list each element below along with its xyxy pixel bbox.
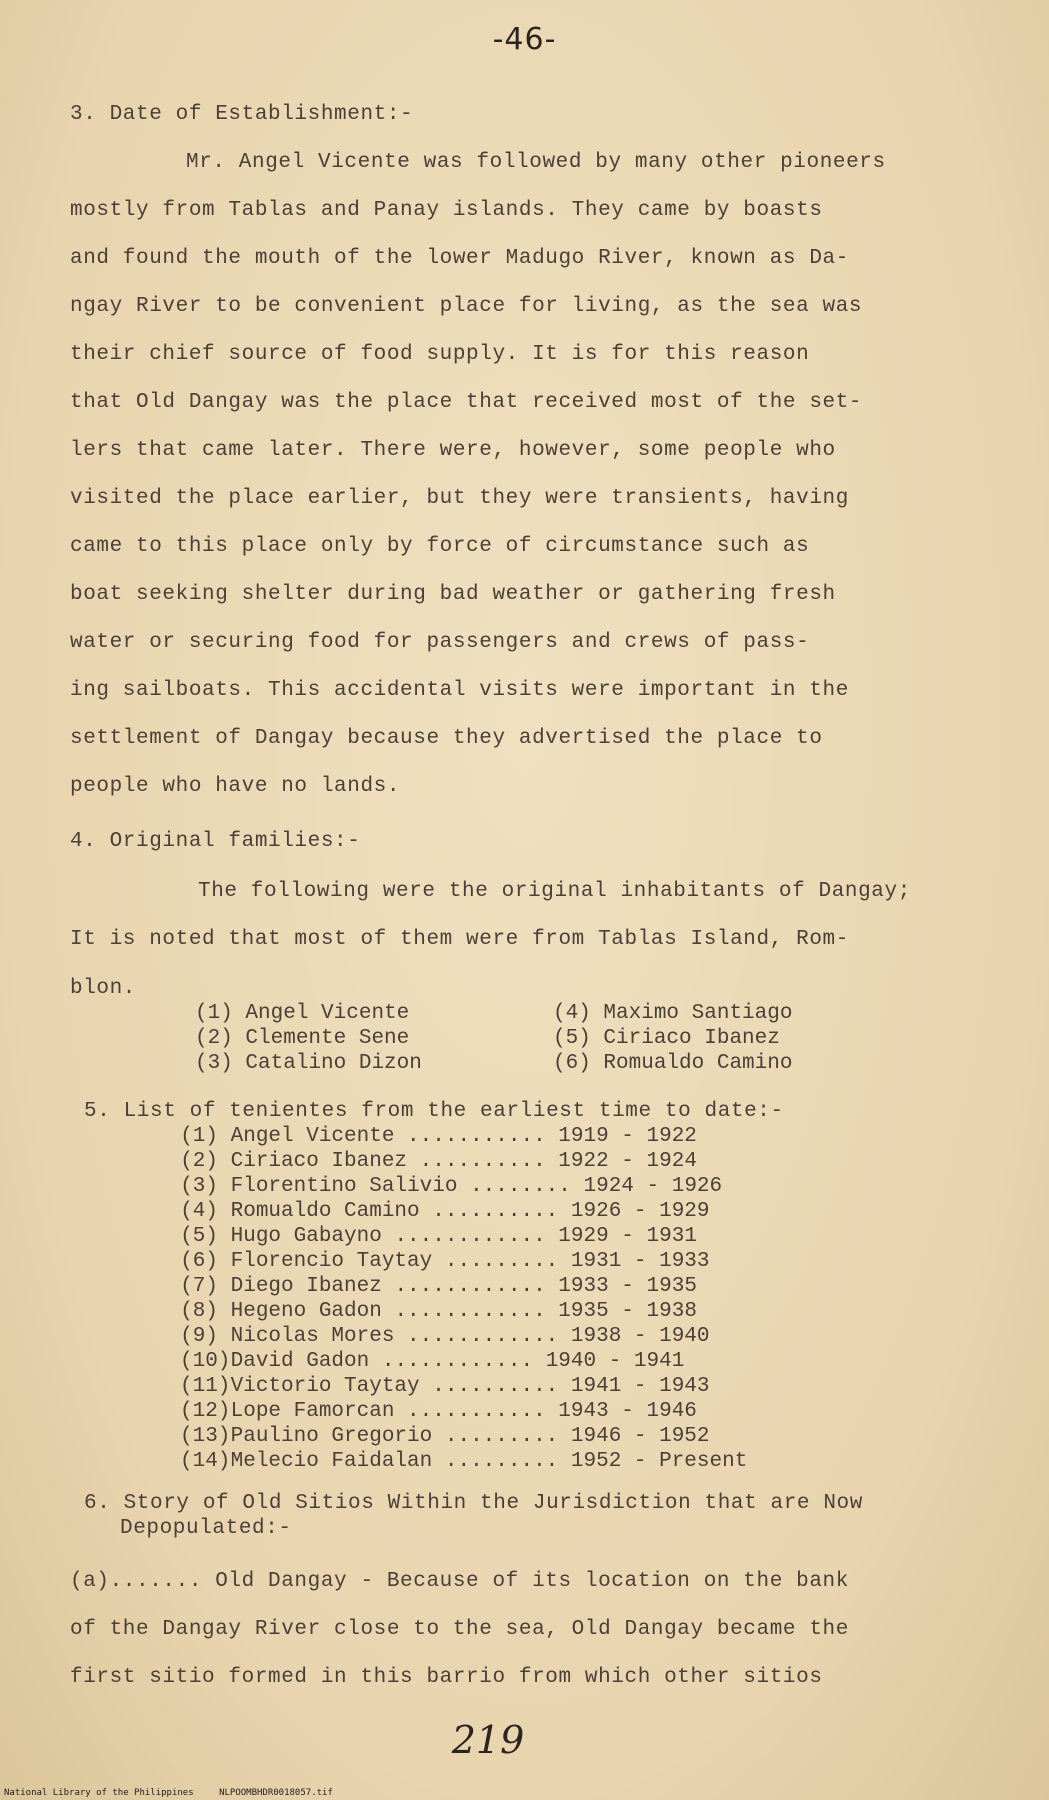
table-row [180, 1200, 710, 1223]
paragraph-line: lers that came later. There were, however, some people who [70, 439, 836, 462]
handwritten-page-number: 219 [451, 1718, 525, 1762]
file-name: NLPOOMBHDR0018057.tif [219, 1788, 333, 1798]
family-name: Maximo Santiago [603, 1002, 793, 1025]
term-years: 1922 - 1924 [558, 1150, 697, 1173]
table-row [180, 1250, 710, 1273]
teniente-name: Lope Famorcan [230, 1400, 395, 1423]
leader-dots: ............ [394, 1225, 546, 1248]
paragraph-line: ngay River to be convenient place for living, as the sea was [70, 295, 863, 318]
list-item [553, 1052, 792, 1075]
paragraph-line: first sitio formed in this barrio from which other sitios [70, 1666, 823, 1689]
leader-dots: ........ [470, 1175, 571, 1198]
row-number: (12) [180, 1400, 231, 1423]
leader-dots: ........... [407, 1400, 546, 1423]
table-row [180, 1350, 684, 1373]
leader-dots: .......... [432, 1200, 559, 1223]
teniente-name: Victorio Taytay [230, 1375, 420, 1398]
paragraph-line: of the Dangay River close to the sea, Old Dangay became the [70, 1618, 849, 1641]
paragraph-line: boat seeking shelter during bad weather or gathering fresh [70, 583, 836, 606]
table-row [180, 1400, 697, 1423]
leader-dots: .......... [419, 1150, 546, 1173]
section-6-heading: 6. Story of Old Sitios Within the Jurisdiction that are Now [84, 1492, 863, 1515]
list-item [195, 1027, 409, 1050]
list-item [553, 1002, 792, 1025]
row-number: (7) [180, 1275, 218, 1298]
teniente-name: Diego Ibanez [230, 1275, 382, 1298]
paragraph-line: It is noted that most of them were from Tablas Island, Rom- [70, 928, 849, 951]
row-number: (4) [180, 1200, 218, 1223]
row-number: (13) [180, 1425, 231, 1448]
paragraph-line: water or securing food for passengers and crews of pass- [70, 631, 810, 654]
term-years: 1929 - 1931 [558, 1225, 697, 1248]
row-number: (8) [180, 1300, 218, 1323]
leader-dots: ............ [394, 1300, 546, 1323]
term-years: 1933 - 1935 [558, 1275, 697, 1298]
teniente-name: Florencio Taytay [230, 1250, 433, 1273]
section-3-heading: 3. Date of Establishment:- [70, 103, 414, 126]
paragraph-line: that Old Dangay was the place that received most of the set- [70, 391, 863, 414]
family-name: Romualdo Camino [603, 1052, 793, 1075]
section-6-heading-cont: Depopulated:- [120, 1517, 292, 1540]
paragraph-line: came to this place only by force of circumstance such as [70, 535, 810, 558]
table-row [180, 1275, 697, 1298]
paragraph-line: blon. [70, 977, 137, 1000]
leader-dots: ............ [407, 1325, 559, 1348]
table-row [180, 1300, 697, 1323]
table-row [180, 1225, 697, 1248]
family-name: Angel Vicente [245, 1002, 410, 1025]
leader-dots: ......... [444, 1425, 559, 1448]
teniente-name: Nicolas Mores [230, 1325, 395, 1348]
row-number: (14) [180, 1450, 231, 1473]
teniente-name: Melecio Faidalan [230, 1450, 433, 1473]
family-number: (3) [195, 1052, 233, 1075]
row-number: (1) [180, 1125, 218, 1148]
family-number: (2) [195, 1027, 233, 1050]
family-number: (6) [553, 1052, 591, 1075]
teniente-name: Paulino Gregorio [230, 1425, 433, 1448]
family-name: Ciriaco Ibanez [603, 1027, 780, 1050]
term-years: 1946 - 1952 [570, 1425, 710, 1448]
row-number: (9) [180, 1325, 218, 1348]
term-years: 1926 - 1929 [570, 1200, 710, 1223]
teniente-name: Hugo Gabayno [230, 1225, 382, 1248]
term-years: 1941 - 1943 [570, 1375, 710, 1398]
term-years: 1931 - 1933 [570, 1250, 710, 1273]
paragraph-line: visited the place earlier, but they were transients, having [70, 487, 849, 510]
page-number: -46- [492, 22, 557, 57]
teniente-name: David Gadon [230, 1350, 370, 1373]
teniente-name: Ciriaco Ibanez [230, 1150, 408, 1173]
term-years: 1924 - 1926 [583, 1175, 723, 1198]
paragraph-line: The following were the original inhabitants of Dangay; [198, 880, 911, 903]
row-number: (3) [180, 1175, 218, 1198]
row-number: (10) [180, 1350, 231, 1373]
family-number: (4) [553, 1002, 591, 1025]
leader-dots: ............ [394, 1275, 546, 1298]
row-number: (5) [180, 1225, 218, 1248]
teniente-name: Romualdo Camino [230, 1200, 420, 1223]
term-years: 1935 - 1938 [558, 1300, 697, 1323]
row-number: (2) [180, 1150, 218, 1173]
table-row [180, 1150, 697, 1173]
paragraph-line: mostly from Tablas and Panay islands. They came by boasts [70, 199, 823, 222]
list-item [195, 1052, 422, 1075]
leader-dots: ......... [444, 1250, 559, 1273]
leader-dots: ............ [381, 1350, 534, 1373]
term-years: 1938 - 1940 [570, 1325, 710, 1348]
table-row [180, 1375, 710, 1398]
leader-dots: .......... [432, 1375, 559, 1398]
teniente-name: Angel Vicente [230, 1125, 395, 1148]
row-number: (11) [180, 1375, 231, 1398]
paragraph-line: people who have no lands. [70, 775, 401, 798]
leader-dots: ......... [444, 1450, 559, 1473]
list-item [195, 1002, 409, 1025]
family-number: (1) [195, 1002, 233, 1025]
row-number: (6) [180, 1250, 218, 1273]
leader-dots: ........... [407, 1125, 546, 1148]
term-years: 1919 - 1922 [558, 1125, 697, 1148]
paragraph-line: their chief source of food supply. It is for this reason [70, 343, 810, 366]
teniente-name: Florentino Salivio [230, 1175, 458, 1198]
section-5-heading: 5. List of tenientes from the earliest time to date:- [84, 1100, 784, 1123]
library-name: National Library of the Philippines [4, 1788, 194, 1798]
table-row [180, 1325, 710, 1348]
paragraph-line: Mr. Angel Vicente was followed by many other pioneers [186, 151, 886, 174]
paragraph-line: and found the mouth of the lower Madugo River, known as Da- [70, 247, 849, 270]
table-row [180, 1450, 747, 1473]
teniente-name: Hegeno Gadon [230, 1300, 382, 1323]
paragraph-line: (a)....... Old Dangay - Because of its location on the bank [70, 1570, 849, 1593]
list-item [553, 1027, 780, 1050]
family-name: Catalino Dizon [245, 1052, 422, 1075]
term-years: 1943 - 1946 [558, 1400, 697, 1423]
term-years: 1952 - Present [570, 1450, 748, 1473]
footer [4, 1788, 353, 1798]
term-years: 1940 - 1941 [545, 1350, 685, 1373]
family-name: Clemente Sene [245, 1027, 410, 1050]
paragraph-line: settlement of Dangay because they advertised the place to [70, 727, 823, 750]
table-row [180, 1175, 722, 1198]
table-row [180, 1125, 697, 1148]
table-row [180, 1425, 710, 1448]
section-4-heading: 4. Original families:- [70, 830, 361, 853]
paragraph-line: ing sailboats. This accidental visits were important in the [70, 679, 849, 702]
family-number: (5) [553, 1027, 591, 1050]
